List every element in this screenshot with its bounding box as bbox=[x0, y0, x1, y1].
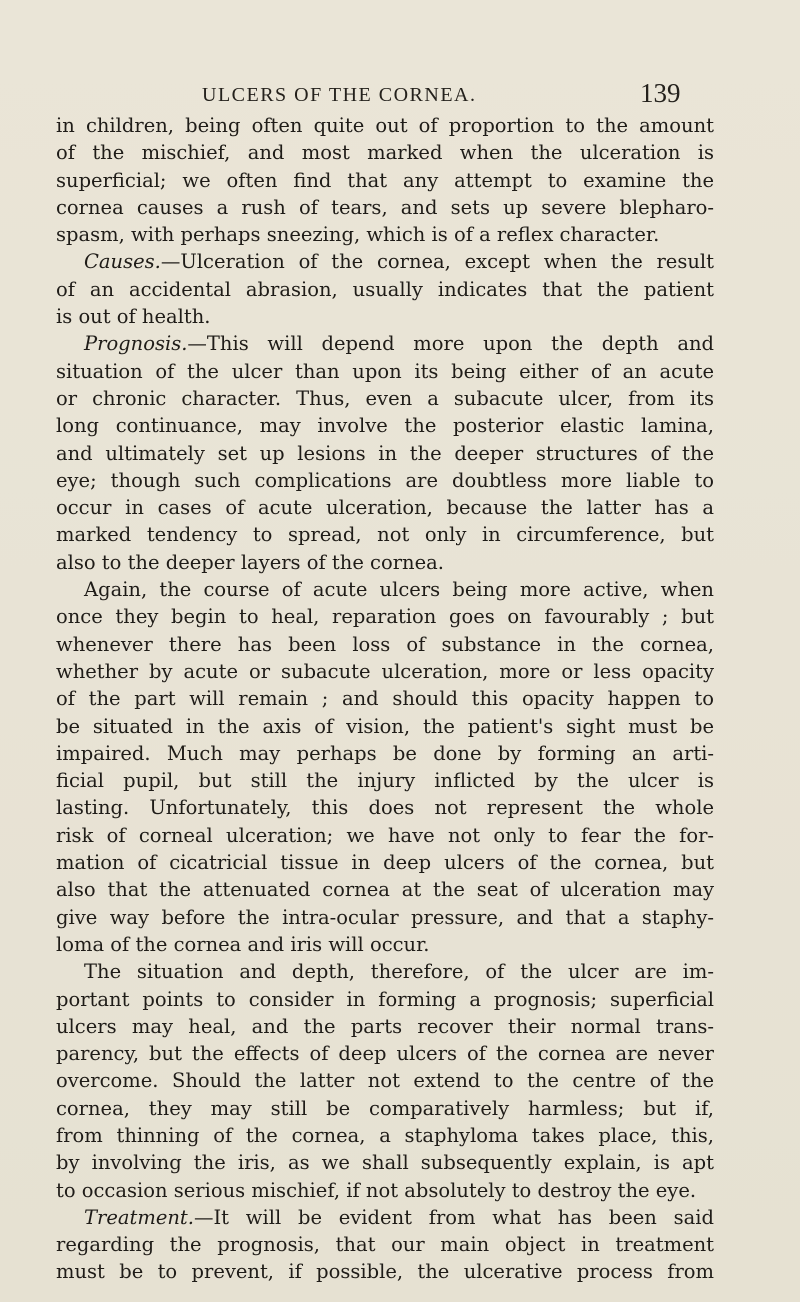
text-line bbox=[56, 194, 714, 221]
text-line bbox=[56, 849, 714, 876]
text-line bbox=[56, 494, 714, 521]
line-text: by involving the iris, as we shall subsequently explain, is apt bbox=[56, 1151, 714, 1175]
line-text: is out of health. bbox=[56, 305, 211, 329]
text-line bbox=[56, 740, 714, 767]
text-line bbox=[56, 303, 714, 330]
text-line bbox=[56, 1095, 714, 1122]
line-text: whenever there has been loss of substance in the cornea, bbox=[56, 632, 714, 656]
line-text: of the mischief, and most marked when the ulceration is bbox=[56, 141, 714, 165]
text-line bbox=[56, 1122, 714, 1149]
text-line bbox=[56, 1149, 714, 1176]
line-text: ulcers may heal, and the parts recover their normal trans- bbox=[56, 1014, 714, 1038]
line-text: marked tendency to spread, not only in circumference, but bbox=[56, 523, 714, 547]
page-number: 139 bbox=[640, 78, 681, 108]
section-heading: Prognosis. bbox=[84, 332, 188, 356]
running-head bbox=[0, 78, 800, 110]
text-line bbox=[56, 876, 714, 903]
line-text: Again, the course of acute ulcers being more active, when bbox=[84, 578, 714, 602]
text-line bbox=[56, 330, 714, 357]
line-text: to occasion serious mischief, if not absolutely to destroy the eye. bbox=[56, 1178, 697, 1202]
line-text: or chronic character. Thus, even a subacute ulcer, from its bbox=[56, 386, 714, 410]
line-text: from thinning of the cornea, a staphyloma takes place, this, bbox=[56, 1123, 714, 1147]
line-text: portant points to consider in forming a prognosis; superficial bbox=[56, 987, 714, 1011]
line-text: regarding the prognosis, that our main object in treatment bbox=[56, 1233, 714, 1257]
text-line bbox=[56, 685, 714, 712]
line-text: also to the deeper layers of the cornea. bbox=[56, 550, 444, 574]
text-line bbox=[56, 521, 714, 548]
line-text: lasting. Unfortunately, this does not represent the whole bbox=[56, 796, 714, 820]
text-line bbox=[56, 139, 714, 166]
text-line bbox=[56, 467, 714, 494]
line-text: of the part will remain ; and should this opacity happen to bbox=[56, 687, 714, 711]
text-line bbox=[56, 986, 714, 1013]
text-line bbox=[56, 576, 714, 603]
line-text: occur in cases of acute ulceration, because the latter has a bbox=[56, 496, 714, 520]
line-text: must be to prevent, if possible, the ulcerative process from bbox=[56, 1260, 714, 1284]
text-line bbox=[56, 1067, 714, 1094]
running-title: ULCERS OF THE CORNEA. bbox=[202, 84, 477, 106]
line-text: impaired. Much may perhaps be done by forming an arti- bbox=[56, 741, 714, 765]
text-line bbox=[56, 1258, 714, 1285]
line-text: once they begin to heal, reparation goes on favourably ; but bbox=[56, 605, 714, 629]
text-line bbox=[56, 1177, 714, 1204]
line-text: ficial pupil, but still the injury inflicted by the ulcer is bbox=[56, 769, 714, 793]
line-text: cornea causes a rush of tears, and sets up severe blepharo- bbox=[56, 195, 714, 219]
text-line bbox=[56, 167, 714, 194]
text-line bbox=[56, 358, 714, 385]
text-line bbox=[56, 658, 714, 685]
text-line bbox=[56, 248, 714, 275]
line-text: —Ulceration of the cornea, except when the result bbox=[160, 250, 714, 274]
line-text: cornea, they may still be comparatively harmless; but if, bbox=[56, 1096, 714, 1120]
line-text: —This will depend more upon the depth and bbox=[187, 332, 714, 356]
line-text: be situated in the axis of vision, the patient's sight must be bbox=[56, 714, 714, 738]
line-text: in children, being often quite out of proportion to the amount bbox=[56, 114, 714, 137]
line-text: loma of the cornea and iris will occur. bbox=[56, 932, 430, 956]
section-heading: Causes. bbox=[84, 250, 161, 274]
text-line bbox=[56, 822, 714, 849]
section-heading: Treatment. bbox=[84, 1205, 194, 1229]
text-line bbox=[56, 440, 714, 467]
text-line bbox=[56, 549, 714, 576]
text-line bbox=[56, 112, 714, 139]
line-text: The situation and depth, therefore, of the ulcer are im- bbox=[84, 960, 714, 984]
line-text: of an accidental abrasion, usually indicates that the patient bbox=[56, 277, 714, 301]
text-line bbox=[56, 958, 714, 985]
line-text: mation of cicatricial tissue in deep ulcers of the cornea, but bbox=[56, 851, 714, 875]
text-line bbox=[56, 904, 714, 931]
text-line bbox=[56, 1231, 714, 1258]
text-line bbox=[56, 1204, 714, 1231]
text-line bbox=[56, 931, 714, 958]
line-text: and ultimately set up lesions in the deeper structures of the bbox=[56, 441, 714, 465]
text-line bbox=[56, 1013, 714, 1040]
line-text: long continuance, may involve the posterior elastic lamina, bbox=[56, 414, 714, 438]
text-line bbox=[56, 276, 714, 303]
text-line bbox=[56, 794, 714, 821]
text-line bbox=[56, 1040, 714, 1067]
line-text: spasm, with perhaps sneezing, which is of a reflex character. bbox=[56, 223, 660, 247]
line-text: overcome. Should the latter not extend to the centre of the bbox=[56, 1069, 714, 1093]
line-text: —It will be evident from what has been said bbox=[193, 1205, 714, 1229]
line-text: whether by acute or subacute ulceration, more or less opacity bbox=[56, 659, 714, 683]
text-line bbox=[56, 767, 714, 794]
line-text: situation of the ulcer than upon its being either of an acute bbox=[56, 359, 714, 383]
line-text: also that the attenuated cornea at the seat of ulceration may bbox=[56, 878, 714, 902]
line-text: parency, but the effects of deep ulcers of the cornea are never bbox=[56, 1042, 714, 1066]
text-line bbox=[56, 385, 714, 412]
text-line bbox=[56, 221, 714, 248]
line-text: give way before the intra-ocular pressure, and that a staphy- bbox=[56, 905, 714, 929]
body-text bbox=[56, 112, 714, 1286]
text-line bbox=[56, 713, 714, 740]
text-line bbox=[56, 412, 714, 439]
line-text: risk of corneal ulceration; we have not only to fear the for- bbox=[56, 823, 714, 847]
text-line bbox=[56, 603, 714, 630]
line-text: superficial; we often find that any attempt to examine the bbox=[56, 168, 714, 192]
text-line bbox=[56, 631, 714, 658]
line-text: eye; though such complications are doubtless more liable to bbox=[56, 468, 714, 492]
